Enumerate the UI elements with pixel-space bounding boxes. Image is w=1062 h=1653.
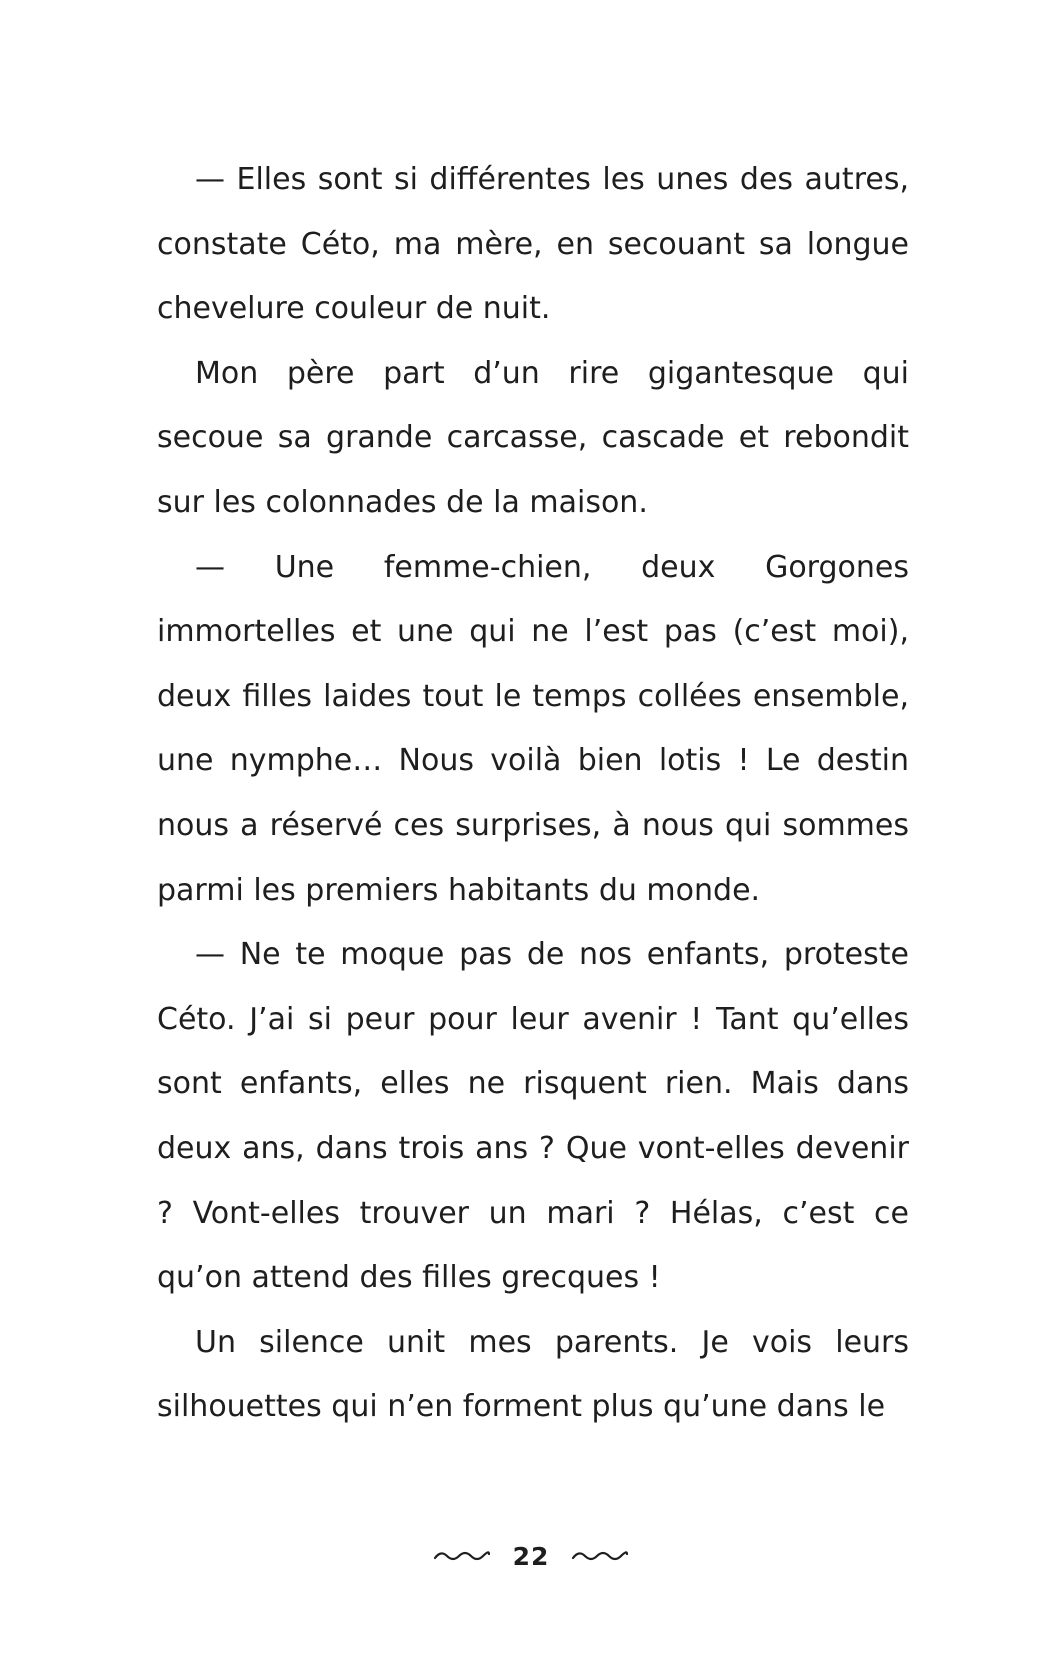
paragraph-2: Mon père part d’un rire gigantesque qui secoue sa grande carcasse, cascade et rebondit sur les colonnades de la maison. (157, 355, 909, 520)
body-text (157, 148, 909, 1440)
page-footer (0, 1536, 1062, 1576)
paragraph-5: Un silence unit mes parents. Je vois leurs silhouettes qui n’en forment plus qu’une dans le (157, 1324, 909, 1425)
paragraph-3: — Une femme-chien, deux Gorgones immortelles et une qui ne l’est pas (c’est moi), deux filles laides tout le temps collées ensemble, une nymphe… Nous voilà bien lotis ! Le destin nous a réservé ces surprises, à nous qui sommes parmi les premiers habitants du monde. (157, 549, 909, 908)
wave-ornament-left-icon (433, 1548, 491, 1564)
paragraph-4: — Ne te moque pas de nos enfants, proteste Céto. J’ai si peur pour leur avenir ! Tant qu’elles sont enfants, elles ne risquent rien. Mais dans deux ans, dans trois ans ? Que vont-elles devenir ? Vont-elles trouver un mari ? Hélas, c’est ce qu’on attend des filles grecques ! (157, 937, 909, 1296)
paragraph-1: — Elles sont si différentes les unes des autres, constate Céto, ma mère, en secouant sa longue chevelure couleur de nuit. (157, 162, 909, 327)
page-number: 22 (512, 1541, 550, 1571)
wave-ornament-right-icon (571, 1548, 629, 1564)
